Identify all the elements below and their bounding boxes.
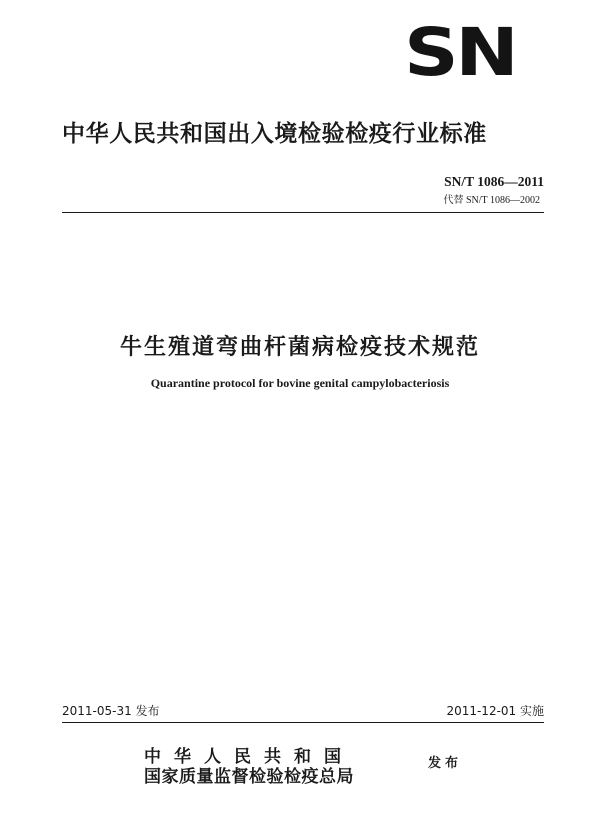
issuer-agency: 国家质量监督检验检疫总局 bbox=[144, 767, 354, 787]
issuer-country: 中华人民共和国 bbox=[144, 747, 354, 767]
issue-date: 2011-05-31 发布 bbox=[62, 704, 160, 718]
sn-logo: SN bbox=[404, 14, 516, 91]
standard-number: SN/T 1086—2011 bbox=[444, 174, 544, 189]
replaces-note: 代替 SN/T 1086—2002 bbox=[443, 195, 540, 206]
standard-category-title: 中华人民共和国出入境检验检疫行业标准 bbox=[62, 121, 487, 147]
top-divider bbox=[62, 212, 544, 213]
publish-label: 发布 bbox=[428, 756, 463, 771]
implementation-date: 2011-12-01 实施 bbox=[446, 704, 544, 718]
document-title-chinese: 牛生殖道弯曲杆菌病检疫技术规范 bbox=[119, 335, 480, 360]
bottom-divider bbox=[62, 722, 544, 723]
document-title-english: Quarantine protocol for bovine genital campylobacteriosis bbox=[150, 376, 450, 390]
